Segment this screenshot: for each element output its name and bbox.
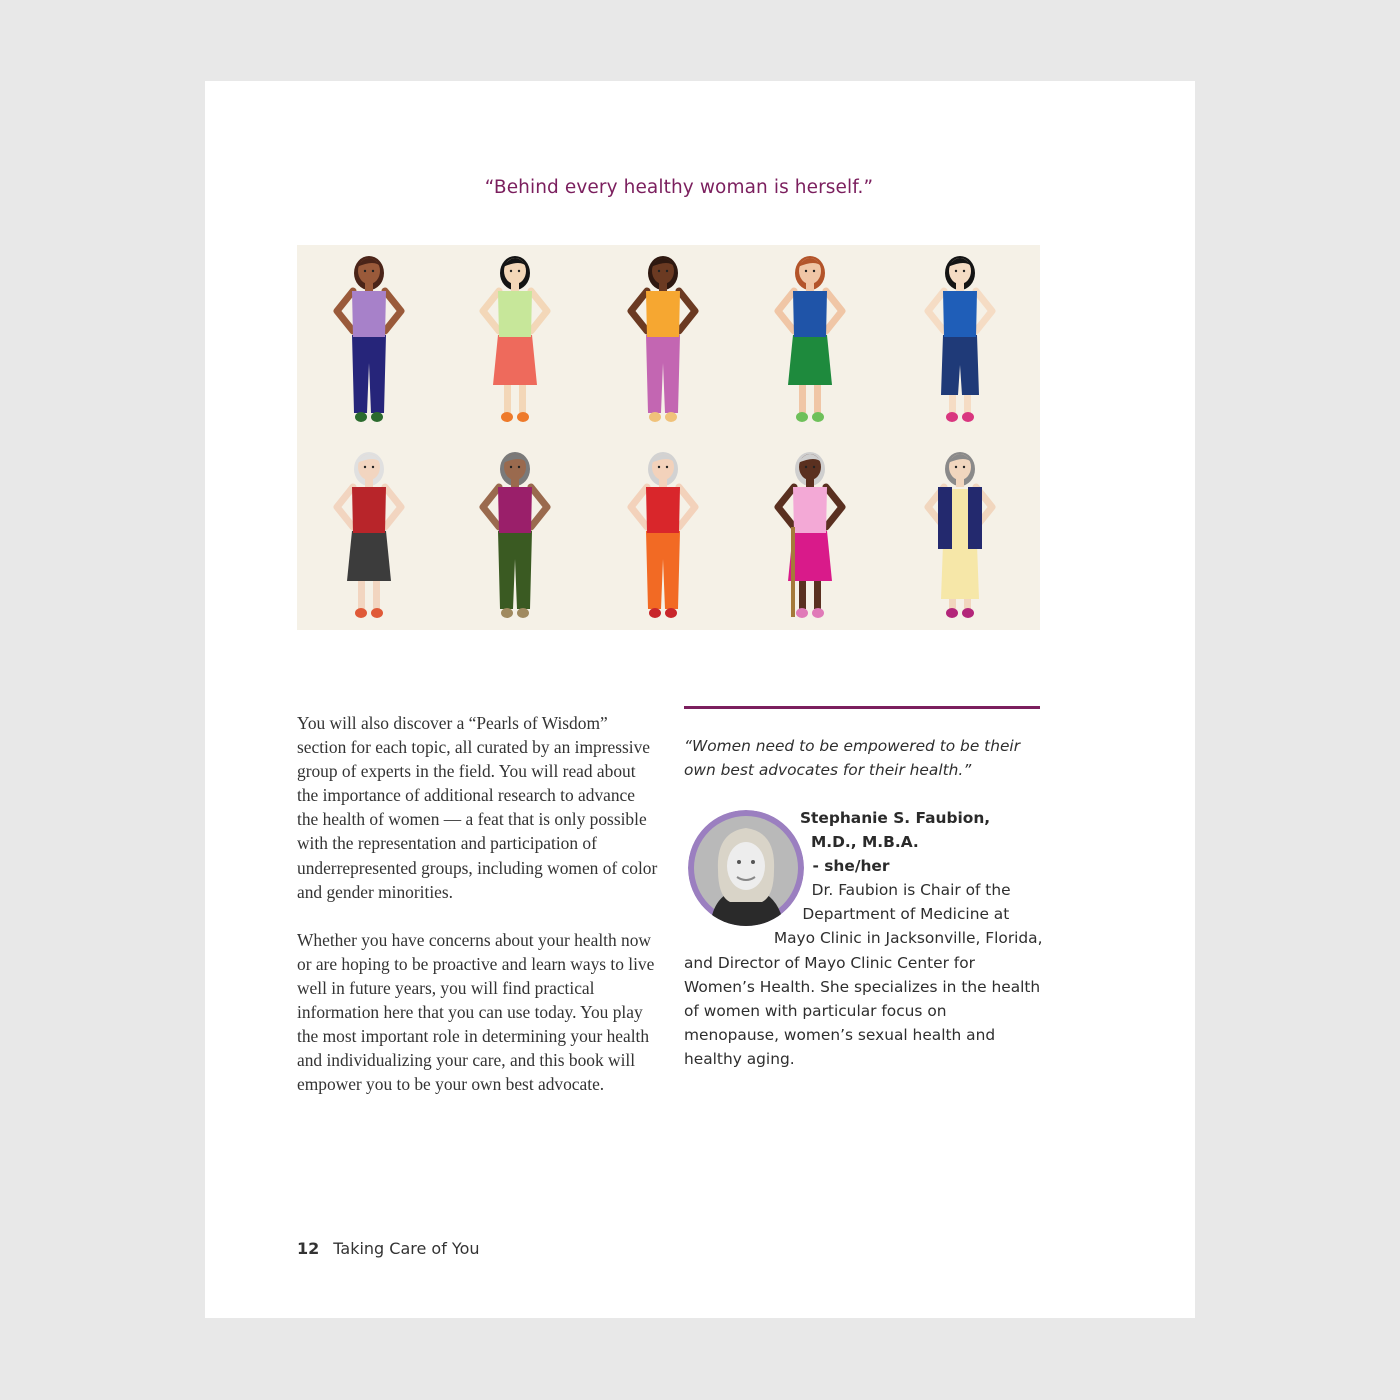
- author-bio: [684, 806, 1044, 1071]
- body-text: [297, 711, 659, 1120]
- headline-quote: “Behind every healthy woman is herself.”: [484, 177, 874, 198]
- page-number: 12: [297, 1239, 320, 1258]
- woman-figure: [778, 452, 842, 618]
- body-paragraph: Whether you have concerns about your health now or are hoping to be proactive and learn ways to live well in future years, you will find practical information here that you can use today. You play the most important role in determining your health and individualizing your care, and this book will empower you to be your own best advocate.: [297, 929, 655, 1095]
- accent-rule: [684, 706, 1040, 709]
- author-pronouns: - she/her: [812, 857, 890, 876]
- body-paragraph: You will also discover a “Pearls of Wisdom” section for each topic, all curated by an impressive group of experts in the field. You will read about the importance of additional research to advance the health of women — a feat that is only possible with the representation and participation of underrepresented groups, including women of color and gender minorities.: [297, 713, 658, 902]
- woman-figure: [631, 452, 695, 618]
- author-portrait: [688, 810, 804, 926]
- page-footer: [297, 1239, 480, 1258]
- woman-figure: [778, 256, 842, 422]
- author-bio-text: Dr. Faubion is Chair of the Department of Medicine at Mayo Clinic in Jacksonville, Florida, and Director of Mayo Clinic Center for Women’s Health. She specializes in the health of women with particular focus on menopause, women’s sexual health and healthy aging.: [684, 881, 1043, 1068]
- woman-figure: [483, 256, 547, 422]
- woman-figure: [631, 256, 695, 422]
- author-name-line: Stephanie S. Faubion,: [799, 809, 991, 827]
- pull-quote: “Women need to be empowered to be their own best advocates for their health.”: [684, 737, 1021, 780]
- book-title: Taking Care of You: [333, 1239, 480, 1258]
- woman-figure: [337, 256, 401, 422]
- woman-figure: [928, 452, 992, 618]
- book-page: [205, 81, 1195, 1318]
- author-credentials: M.D., M.B.A.: [810, 833, 919, 852]
- woman-figure: [483, 452, 547, 618]
- woman-figure: [928, 256, 992, 422]
- woman-figure: [337, 452, 401, 618]
- women-illustration: [297, 245, 1040, 630]
